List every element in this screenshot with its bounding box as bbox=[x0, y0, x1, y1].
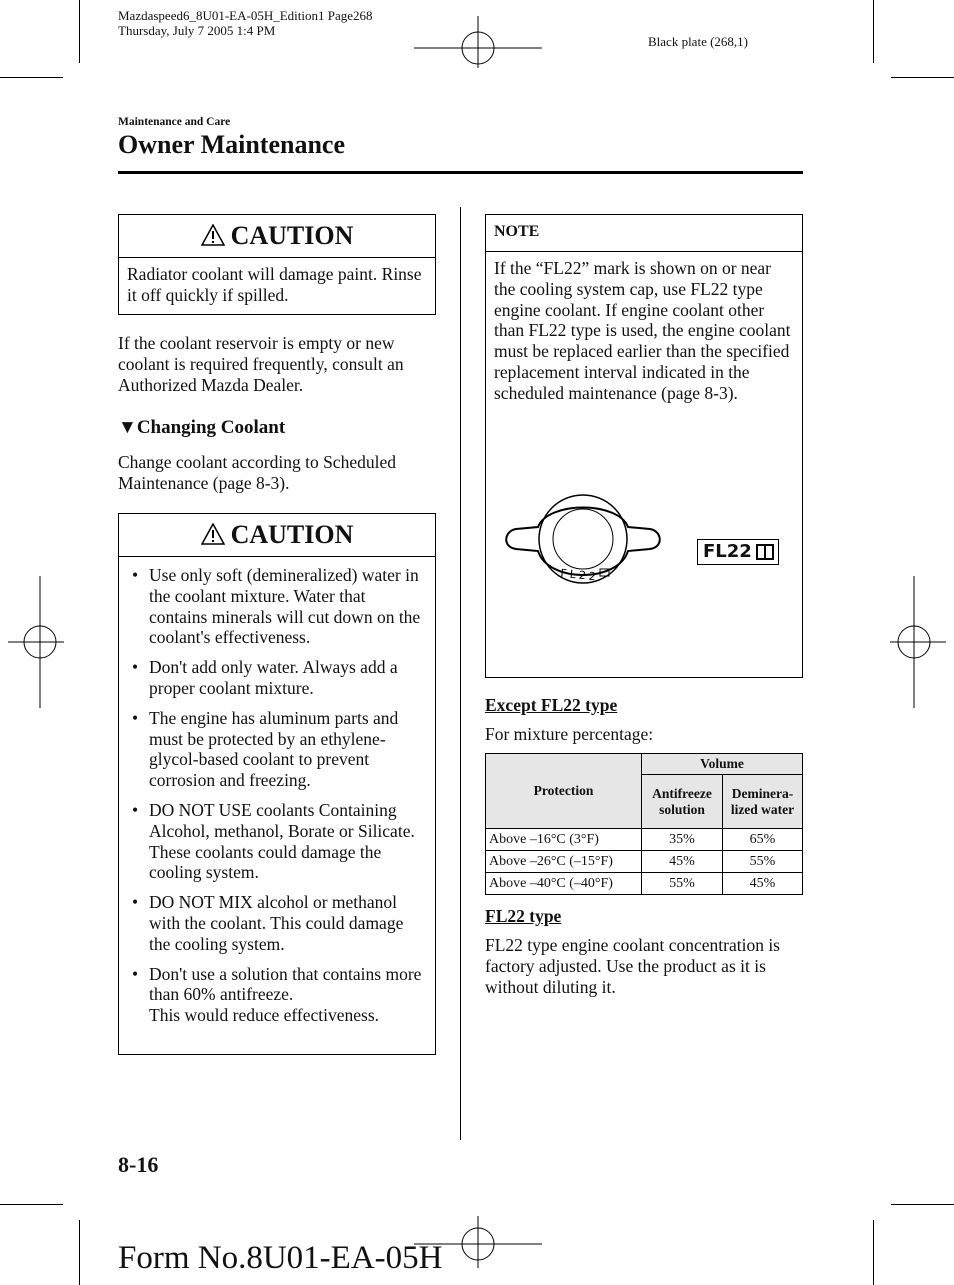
crop-mark bbox=[891, 77, 954, 78]
caution-heading bbox=[119, 215, 435, 258]
note-box bbox=[485, 214, 803, 678]
changing-coolant-heading bbox=[118, 417, 285, 439]
except-fl22-heading: Except FL22 type bbox=[485, 695, 618, 715]
water-header bbox=[723, 775, 803, 829]
list-item-text: DO NOT USE coolants Containing Alcohol, methanol, Borate or Silicate. bbox=[149, 799, 415, 841]
crop-mark bbox=[873, 1220, 874, 1285]
table-row bbox=[486, 873, 803, 895]
table-row bbox=[486, 829, 803, 851]
caution-heading bbox=[119, 514, 435, 557]
list-item-extra: This would reduce effectiveness. bbox=[149, 1005, 380, 1026]
note-heading: NOTE bbox=[486, 215, 802, 252]
crop-mark bbox=[79, 1220, 80, 1285]
print-header bbox=[118, 8, 373, 38]
list-item: • Don't add only water. Always add a proper coolant mixture. bbox=[127, 657, 427, 699]
mixture-intro: For mixture percentage: bbox=[485, 724, 654, 744]
radiator-cap-illustration bbox=[500, 491, 666, 611]
warning-triangle-icon bbox=[201, 224, 225, 246]
antifreeze-cell: 45% bbox=[642, 851, 723, 873]
column-divider bbox=[460, 207, 461, 1140]
plate-label: Black plate (268,1) bbox=[648, 34, 748, 49]
crop-mark bbox=[0, 1204, 63, 1205]
water-cell: 65% bbox=[723, 829, 803, 851]
caution-text: Radiator coolant will damage paint. Rinse it off quickly if spilled. bbox=[127, 264, 422, 305]
protection-cell: Above –16°C (3°F) bbox=[486, 829, 642, 851]
caution-heading-text: CAUTION bbox=[230, 520, 354, 549]
triangle-down-icon: ▼ bbox=[118, 417, 137, 438]
water-cell: 55% bbox=[723, 851, 803, 873]
cap-fl22-marking: FL22 bbox=[559, 566, 600, 584]
list-item-extra: These coolants could damage the cooling system. bbox=[149, 841, 382, 883]
warning-triangle-icon bbox=[201, 523, 225, 545]
crop-mark bbox=[79, 0, 80, 63]
list-item bbox=[127, 964, 427, 1026]
antifreeze-cell: 35% bbox=[642, 829, 723, 851]
crop-mark bbox=[0, 77, 63, 78]
water-header-line: Deminera- bbox=[731, 785, 794, 801]
antifreeze-cell: 55% bbox=[642, 873, 723, 895]
caution-box-paint bbox=[118, 214, 436, 315]
title-rule bbox=[118, 171, 803, 174]
page-title: Owner Maintenance bbox=[118, 130, 345, 159]
water-cell: 45% bbox=[723, 873, 803, 895]
note-text: If the “FL22” mark is shown on or near the cooling system cap, use FL22 type engine coolant. If engine coolant other than FL22 type is used, the engine coolant must be replaced earlier than the specified replacement interval indicated in the scheduled maintenance (page 8-3). bbox=[494, 258, 791, 403]
changing-coolant-paragraph: Change coolant according to Scheduled Maintenance (page 8-3). bbox=[118, 452, 396, 493]
file-line: Mazdaspeed6_8U01-EA-05H_Edition1 Page268 bbox=[118, 8, 373, 23]
mixture-table bbox=[485, 753, 803, 895]
crop-mark bbox=[873, 0, 874, 63]
caution-heading-text: CAUTION bbox=[230, 221, 354, 250]
list-item: • Use only soft (demineralized) water in the coolant mixture. Water that contains minerals will cut down on the coolant's effectiveness. bbox=[127, 565, 427, 648]
caution-list-body bbox=[119, 557, 435, 1026]
section-label: Maintenance and Care bbox=[118, 116, 231, 128]
protection-cell: Above –26°C (–15°F) bbox=[486, 851, 642, 873]
date-line: Thursday, July 7 2005 1:4 PM bbox=[118, 23, 276, 38]
registration-mark-icon bbox=[414, 8, 542, 68]
fl22-badge-label: FL22 bbox=[703, 541, 752, 562]
list-item bbox=[127, 800, 427, 883]
list-item-text: Don't use a solution that contains more than 60% antifreeze. bbox=[149, 963, 422, 1005]
list-item: • DO NOT MIX alcohol or methanol with the coolant. This could damage the cooling system. bbox=[127, 892, 427, 954]
page-number: 8-16 bbox=[118, 1152, 159, 1177]
table-header-row bbox=[486, 754, 803, 775]
table-row bbox=[486, 851, 803, 873]
protection-cell: Above –40°C (–40°F) bbox=[486, 873, 642, 895]
book-icon bbox=[755, 543, 775, 561]
registration-mark-icon bbox=[8, 576, 64, 708]
changing-coolant-title: Changing Coolant bbox=[136, 417, 286, 438]
caution-list bbox=[127, 565, 427, 1026]
crop-mark bbox=[891, 1204, 954, 1205]
volume-header: Volume bbox=[642, 754, 803, 775]
fl22-type-paragraph: FL22 type engine coolant concentration is factory adjusted. Use the product as it is without diluting it. bbox=[485, 935, 780, 997]
protection-header: Protection bbox=[486, 754, 642, 829]
fl22-type-heading: FL22 type bbox=[485, 906, 562, 926]
fl22-badge bbox=[697, 539, 779, 565]
reservoir-paragraph: If the coolant reservoir is empty or new coolant is required frequently, consult an Authorized Mazda Dealer. bbox=[118, 333, 404, 395]
caution-box-coolant bbox=[118, 513, 436, 1055]
registration-mark-icon bbox=[890, 576, 946, 708]
list-item: • The engine has aluminum parts and must be protected by an ethylene-glycol-based coolant to prevent corrosion and freezing. bbox=[127, 708, 427, 791]
form-number: Form No.8U01-EA-05H bbox=[118, 1240, 443, 1276]
antifreeze-header: Antifreeze solution bbox=[642, 775, 723, 829]
water-header-line: lized water bbox=[730, 801, 795, 817]
